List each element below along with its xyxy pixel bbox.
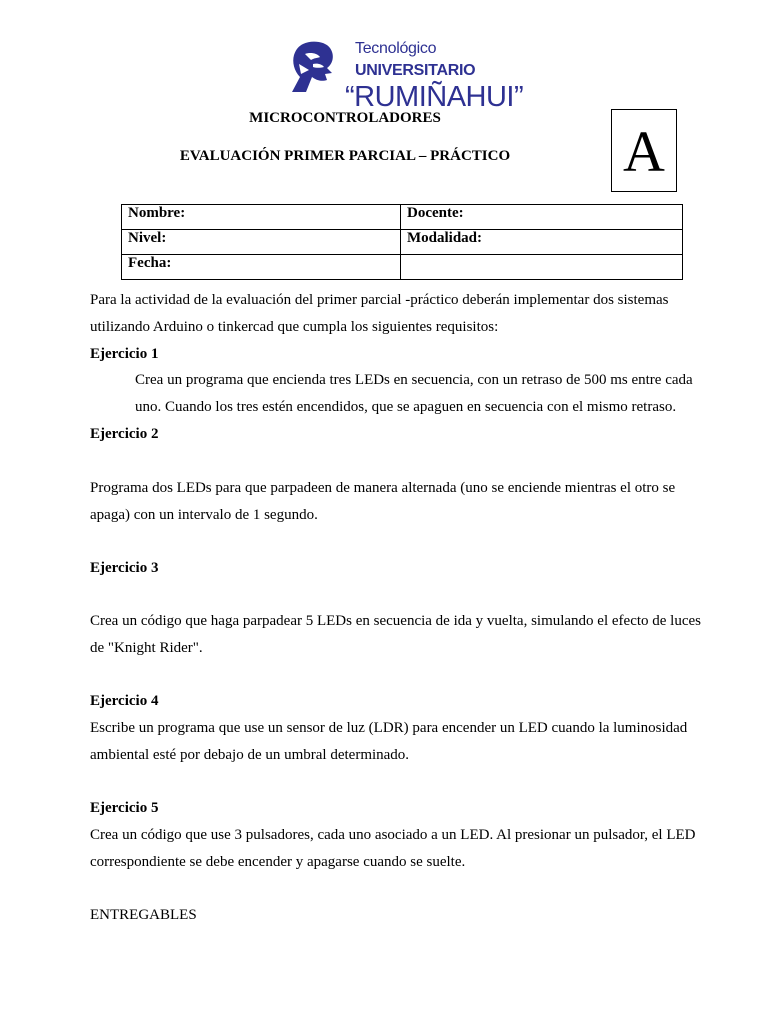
empty-cell [401, 255, 683, 280]
exercise-1-title: Ejercicio 1 [90, 346, 159, 362]
modality-field-label: Modalidad: [401, 230, 683, 255]
logo-line1-prefix: Tecnológico [355, 40, 437, 57]
name-field-label: Nombre: [122, 205, 401, 230]
table-row [122, 255, 683, 280]
exercise-2-title: Ejercicio 2 [90, 426, 159, 442]
logo-line1 [355, 38, 551, 82]
exercise-2-text: Programa dos LEDs para que parpadeen de manera alternada (uno se enciende mientras el otro se apaga) con un intervalo de 1 segundo. [90, 480, 676, 523]
intro-paragraph: Para la actividad de la evaluación del primer parcial -práctico deberán implementar dos sistemas utilizando Arduino o tinkercad que cumpla los siguientes requisitos: [90, 292, 669, 335]
deliverables-heading: ENTREGABLES [90, 907, 197, 923]
logo-emblem-icon [289, 40, 337, 94]
institution-logo [289, 38, 551, 113]
subject-title: MICROCONTROLADORES [249, 110, 441, 126]
exercise-4-title: Ejercicio 4 [90, 693, 159, 709]
table-row [122, 230, 683, 255]
table-row [122, 205, 683, 230]
exercise-5-title: Ejercicio 5 [90, 800, 159, 816]
logo-line2: “RUMIÑAHUI” [345, 81, 524, 113]
exam-version-box: A [611, 109, 677, 192]
student-info-table [121, 204, 683, 280]
date-field-label: Fecha: [122, 255, 401, 280]
exercise-3-text: Crea un código que haga parpadear 5 LEDs en secuencia de ida y vuelta, simulando el efecto de luces de "Knight Rider". [90, 613, 702, 656]
exercise-1-text: Crea un programa que encienda tres LEDs en secuencia, con un retraso de 500 ms entre cada uno. Cuando los tres estén encendidos, que se apaguen en secuencia con el mismo retraso. [135, 372, 693, 415]
exercise-3-title: Ejercicio 3 [90, 560, 159, 576]
teacher-field-label: Docente: [401, 205, 683, 230]
exercise-4-text: Escribe un programa que use un sensor de luz (LDR) para encender un LED cuando la luminosidad ambiental esté por debajo de un umbral determinado. [90, 720, 688, 763]
exam-title: EVALUACIÓN PRIMER PARCIAL – PRÁCTICO [179, 148, 511, 164]
exercise-5-text: Crea un código que use 3 pulsadores, cada uno asociado a un LED. Al presionar un pulsador, el LED correspondiente se debe encender y apagarse cuando se suelte. [90, 827, 696, 870]
logo-text [345, 38, 551, 112]
logo-line1-bold: UNIVERSITARIO [355, 62, 476, 79]
level-field-label: Nivel: [122, 230, 401, 255]
